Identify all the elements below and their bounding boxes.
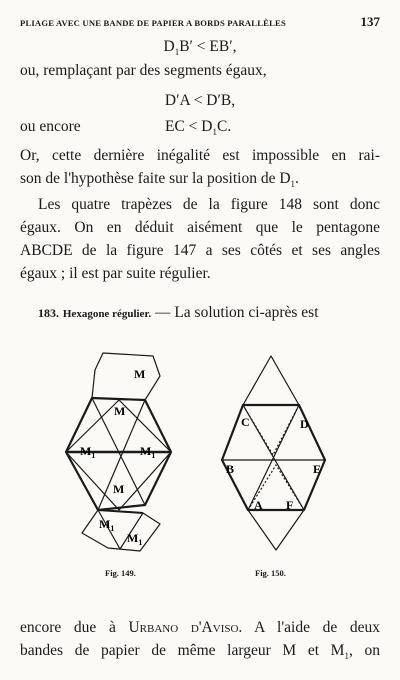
- inequality-1: $D_1B' < EB'$,: [163, 38, 237, 58]
- label-d: D: [300, 417, 309, 431]
- label-a: A: [254, 498, 263, 512]
- label-c: C: [241, 415, 250, 429]
- paragraph-2-line-4: égaux ; il est par suite régulier.: [20, 265, 211, 282]
- top-strip-tab: [92, 353, 160, 400]
- label-m1-bottom-right: $M_1$: [127, 531, 143, 547]
- section-number: 183.: [38, 306, 59, 320]
- running-head: PLIAGE AVEC UNE BANDE DE PAPIER A BORDS PARALLÈLES: [20, 18, 286, 28]
- label-m1-right: $M_1$: [140, 444, 156, 460]
- figure-150-caption: Fig. 150.: [255, 568, 286, 578]
- closing-line-1: encore due à Urbano d'Aviso. A l'aide de deux: [20, 619, 380, 636]
- bottom-strip-tab: [82, 510, 160, 551]
- inequality-3: ou encore EC < $D_1C$.: [20, 118, 232, 138]
- page-number: 137: [360, 14, 380, 29]
- figure-149-caption: Fig. 149.: [105, 568, 136, 578]
- label-m-lower: M: [113, 482, 125, 496]
- closing-line-2: bandes de papier de même largeur M et $M_1$, on: [20, 642, 380, 662]
- label-b: B: [226, 462, 235, 476]
- section-title: Hexagone régulier.: [62, 308, 152, 320]
- lower-fold: [98, 510, 143, 513]
- paragraph-2-line-2: égaux. On en déduit aisément que le pentagone: [20, 219, 380, 236]
- label-f: F: [286, 498, 294, 512]
- label-e: E: [313, 462, 322, 476]
- label-m1-left: $M_1$: [80, 444, 96, 460]
- paragraph-1-line-2: son de l'hypothèse faite sur la position de $D_1$.: [20, 170, 299, 190]
- label-m-top-tab: M: [134, 367, 146, 381]
- paragraph-2-line-1: Les quatre trapèzes de la figure 148 sont donc: [38, 196, 380, 213]
- top-triangle: [243, 356, 299, 405]
- figure-150: [222, 356, 325, 550]
- label-m1-bottom-left: $M_1$: [99, 517, 115, 533]
- section-rest: — La solution ci-après est: [154, 304, 319, 321]
- ou-encore-label: ou encore: [20, 118, 81, 135]
- paragraph-2-line-3: ABCDE de la figure 147 a ses côtés et ses angles: [20, 242, 380, 259]
- dotted-upper-fold: [243, 405, 299, 455]
- bottom-triangle: [248, 510, 304, 550]
- paragraph-1-line-1: Or, cette dernière inégalité est impossible en rai-: [20, 147, 380, 164]
- inequality-2: D′A < D′B,: [164, 92, 236, 109]
- text-line: ou, remplaçant par des segments égaux,: [20, 62, 267, 79]
- author-name: Urbano d'Aviso: [128, 619, 239, 636]
- label-m-upper: M: [114, 404, 126, 418]
